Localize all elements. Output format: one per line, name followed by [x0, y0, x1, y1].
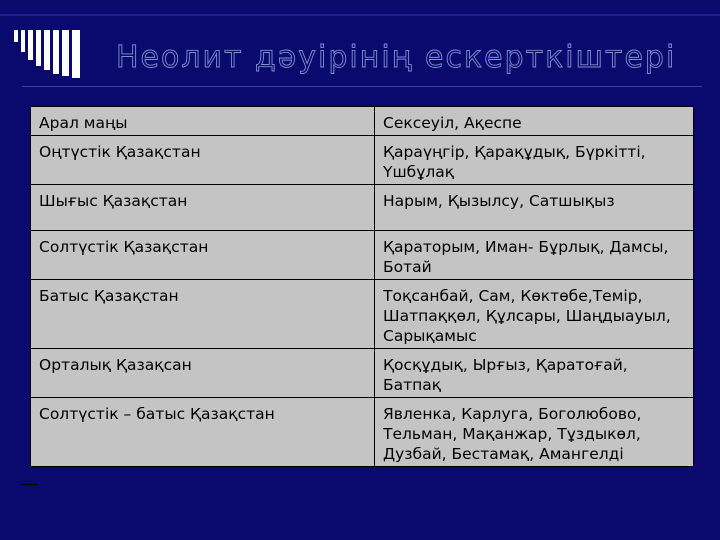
region-cell: Солтүстік – батыс Қазақстан: [31, 398, 375, 467]
table-row: [31, 231, 694, 280]
region-cell: Орталық Қазақсан: [31, 349, 375, 398]
sites-cell: Қараторым, Иман- Бұрлық, Дамсы, Ботай: [375, 231, 694, 280]
decorative-top-line: [0, 14, 720, 16]
region-cell: Шығыс Қазақстан: [31, 185, 375, 231]
region-cell: Оңтүстік Қазақстан: [31, 136, 375, 185]
region-cell: Солтүстік Қазақстан: [31, 231, 375, 280]
sites-cell: Сексеуіл, Ақеспе: [375, 107, 694, 136]
table-row: [31, 398, 694, 467]
region-cell: Батыс Қазақстан: [31, 280, 375, 349]
monuments-table: [30, 106, 694, 467]
decorative-left-rule: [22, 484, 38, 485]
title-underline: [22, 86, 702, 87]
decorative-bars: [14, 30, 83, 78]
table-row: [31, 349, 694, 398]
sites-cell: Нарым, Қызылсу, Сатшықыз: [375, 185, 694, 231]
table-row: [31, 136, 694, 185]
sites-cell: Тоқсанбай, Сам, Көктөбе,Темір, Шатпаққөл, Құлсары, Шаңдыауыл, Сарықамыс: [375, 280, 694, 349]
table-row: [31, 107, 694, 136]
sites-cell: Қосқұдық, Ырғыз, Қаратоғай, Батпақ: [375, 349, 694, 398]
slide-title: Неолит дәуірінің ескерткіштері: [116, 40, 677, 75]
sites-cell: Явленка, Карлуга, Боголюбово, Тельман, Мақанжар, Тұздыкөл, Дузбай, Бестамақ, Амангелді: [375, 398, 694, 467]
region-cell: Арал маңы: [31, 107, 375, 136]
sites-cell: Қараүңгір, Қарақұдық, Бүркітті, Үшбұлақ: [375, 136, 694, 185]
table-row: [31, 280, 694, 349]
table-row: [31, 185, 694, 231]
